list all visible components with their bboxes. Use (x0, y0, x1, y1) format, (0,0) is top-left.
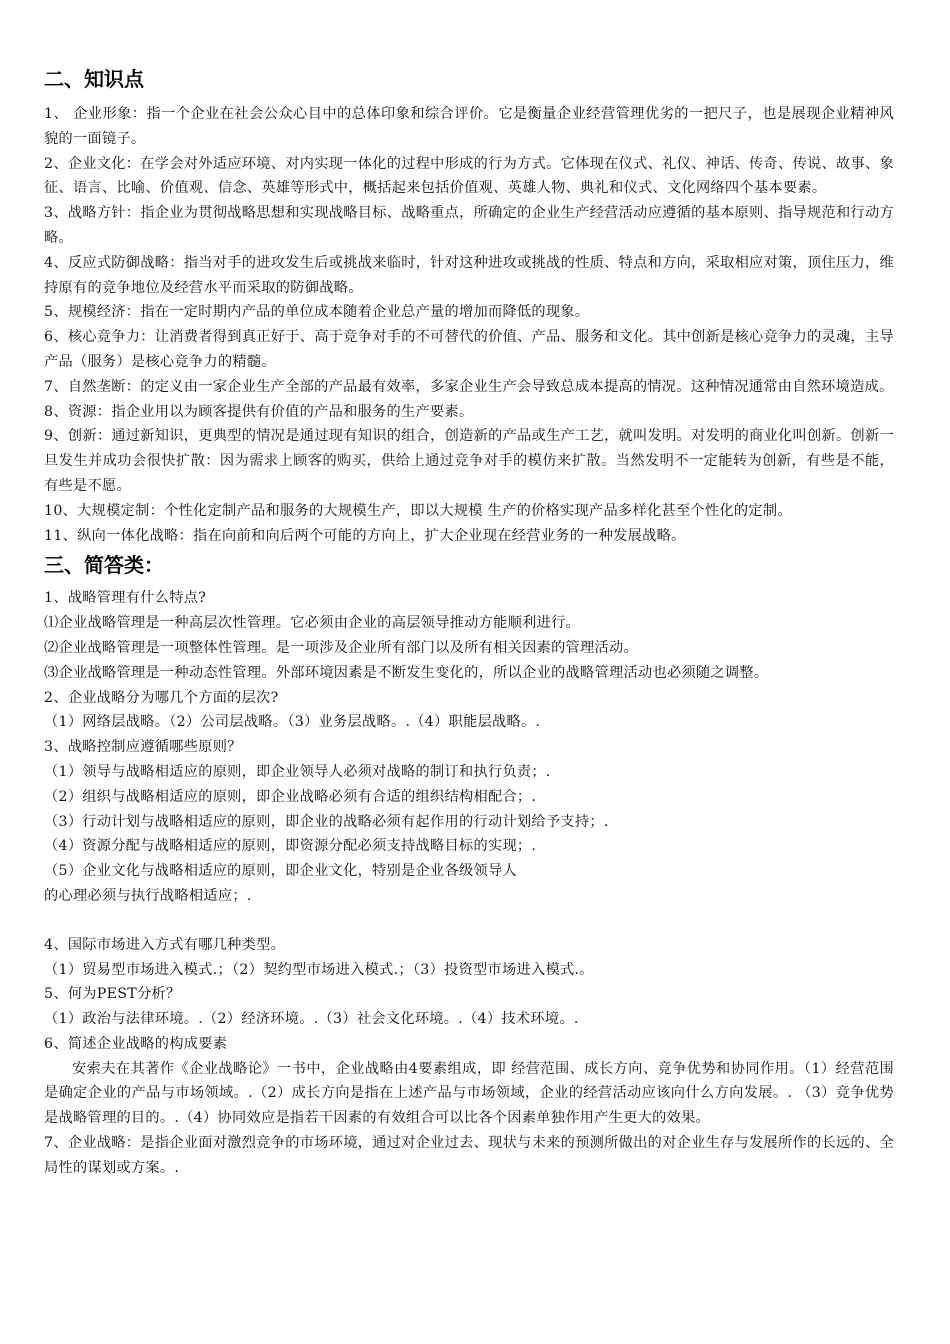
knowledge-item: 9、创新：通过新知识，更典型的情况是通过现有知识的组合，创造新的产品或生产工艺，就叫发明。对发明的商业化叫创新。创新一旦发生并成功会很快扩散：因为需求上顾客的购买，供给上通过竞争对手的模仿来扩散。当然发明不一定能转为创新，有些是不能，有些是不愿。 (44, 428, 894, 494)
qa-line: （5）企业文化与战略相适应的原则，即企业文化，特别是企业各级领导人 (44, 863, 517, 880)
qa-line: ⑵企业战略管理是一项整体性管理。是一项涉及企业所有部门以及所有相关因素的管理活动。 (44, 639, 638, 656)
knowledge-item: 3、战略方针：指企业为贯彻战略思想和实现战略目标、战略重点，所确定的企业生产经营活动应遵循的基本原则、指导规范和行动方略。 (44, 205, 894, 246)
qa-line: （1）贸易型市场进入模式.；（2）契约型市场进入模式.；（3）投资型市场进入模式.。 (44, 961, 594, 978)
qa-line: 1、战略管理有什么特点? (44, 590, 207, 607)
qa-line: （2）组织与战略相适应的原则，即企业战略必须有合适的组织结构相配合；. (44, 788, 537, 805)
knowledge-item: 8、资源：指企业用以为顾客提供有价值的产品和服务的生产要素。 (44, 403, 474, 420)
qa-line: （1）政治与法律环境。.（2）经济环境。.（3）社会文化环境。.（4）技术环境。. (44, 1011, 579, 1028)
qa-paragraph: 7、企业战略：是指企业面对激烈竞争的市场环境，通过对企业过去、现状与未来的预测所做出的对企业生存与发展所作的长远的、全局性的谋划或方案。. (44, 1135, 894, 1176)
qa-line: （4）资源分配与战略相适应的原则，即资源分配必须支持战略目标的实现；. (44, 838, 537, 855)
qa-line: 3、战略控制应遵循哪些原则？ (44, 739, 242, 756)
qa-line: ⑶企业战略管理是一种动态性管理。外部环境因素是不断发生变化的，所以企业的战略管理活动也必须随之调整。 (44, 664, 769, 681)
knowledge-item: 2、企业文化：在学会对外适应环境、对内实现一体化的过程中形成的行为方式。它体现在仪式、礼仪、神话、传奇、传说、故事、象征、语言、比喻、价值观、信念、英雄等形式中，概括起来包括价值观、英雄人物、典礼和仪式、文化网络四个基本要素。 (44, 155, 894, 197)
qa-line: 5、何为PEST分析？ (44, 986, 181, 1003)
qa-line: （1）领导与战略相适应的原则，即企业领导人必须对战略的制订和执行负责；. (44, 763, 551, 780)
qa-line: ⑴企业战略管理是一种高层次性管理。它必须由企业的高层领导推动方能顺利进行。 (44, 615, 581, 632)
qa-line: （1）网络层战略。（2）公司层战略。（3）业务层战略。.（4）职能层战略。. (44, 714, 541, 731)
knowledge-item: 10、大规模定制：个性化定制产品和服务的大规模生产，即以大规模 生产的价格实现产品多样化甚至个性化的定制。 (44, 502, 792, 519)
knowledge-item: 11、纵向一体化战略：指在向前和向后两个可能的方向上，扩大企业现在经营业务的一种发展战略。 (44, 527, 686, 544)
section-3-heading: 三、简答类： (44, 553, 164, 578)
section-2-heading: 二、知识点 (44, 67, 144, 91)
knowledge-item: 5、规模经济：指在一定时期内产品的单位成本随着企业总产量的增加而降低的现象。 (44, 304, 590, 321)
qa-line: 2、企业战略分为哪几个方面的层次? (44, 689, 279, 706)
knowledge-item: 7、自然垄断：的定义由一家企业生产全部的产品最有效率，多家企业生产会导致总成本提高的情况。这种情况通常由自然环境造成。 (44, 378, 894, 395)
document-page (44, 64, 894, 1181)
qa-line: 4、国际市场进入方式有哪几种类型。 (44, 936, 286, 953)
knowledge-item: 6、核心竞争力：让消费者得到真正好于、高于竞争对手的不可替代的价值、产品、服务和文化。其中创新是核心竞争力的灵魂，主导产品（服务）是核心竞争力的精髓。 (44, 329, 894, 370)
qa-line: 6、简述企业战略的构成要素 (44, 1035, 228, 1052)
qa-line: 的心理必须与执行战略相适应；. (44, 887, 252, 904)
short-answer-list (44, 586, 894, 1180)
blank-line (44, 909, 894, 933)
knowledge-item: 1、 企业形象：指一个企业在社会公众心目中的总体印象和综合评价。它是衡量企业经营管理优劣的一把尺子，也是展现企业精神风貌的一面镜子。 (44, 106, 894, 147)
qa-paragraph: 安索夫在其著作《企业战略论》一书中，企业战略由4要素组成，即 经营范围、成长方向、竞争优势和协同作用。（1）经营范围是确定企业的产品与市场领域。.（2）成长方向是指在上述产品与市场领域，企业的经营活动应该向什么方向发展。. （3）竞争优势是战略管理的目的。.（4）协同效应是指若干因素的有效组合可以比各个因素单独作用产生更大的效果。 (44, 1060, 894, 1127)
qa-line: （3）行动计划与战略相适应的原则，即企业的战略必须有起作用的行动计划给予支持；. (44, 813, 609, 830)
knowledge-item: 4、反应式防御战略：指当对手的进攻发生后或挑战来临时，针对这种进攻或挑战的性质、特点和方向，采取相应对策，顶住压力，维持原有的竞争地位及经营水平而采取的防御战略。 (44, 254, 894, 296)
knowledge-points-list (44, 102, 894, 548)
